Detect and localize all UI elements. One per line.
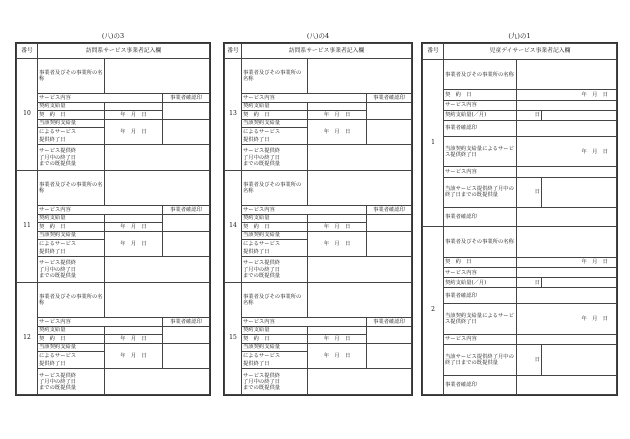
provider-name-field[interactable] <box>308 170 412 205</box>
provided-line: サービス提供終 <box>243 372 281 379</box>
row-number: 12 <box>17 282 38 394</box>
service-content-field[interactable] <box>517 100 617 110</box>
provided-line: サービス提供終 <box>39 148 77 155</box>
confirm-stamp-field[interactable] <box>367 214 412 231</box>
day-unit: 日 <box>534 112 540 119</box>
provided-line: サービス提供終 <box>243 260 281 267</box>
contract-amount-field[interactable] <box>105 102 163 111</box>
service-content-label: サービス内容 <box>242 94 367 103</box>
contract-amount-label: 契約支給量 <box>242 214 308 223</box>
header-section: 訪問系サービス事業者記入欄 <box>242 44 412 59</box>
service-content-label: サービス内容 <box>242 206 367 215</box>
header-number: 番号 <box>17 44 38 59</box>
end-date-label: 当該契約支給量 <box>38 343 105 352</box>
provider-name-field[interactable] <box>105 170 210 205</box>
provided-line: までの既提供量 <box>243 160 281 167</box>
contract-date-field[interactable]: 年 月 日 <box>517 257 617 267</box>
provided-line: 了月中の終了日 <box>243 378 281 385</box>
provider-name-label: 事業者及びその事業所の名称 <box>242 58 308 93</box>
end-date-label: 当該契約支給量 <box>242 231 308 240</box>
panel-visit-3 <box>15 32 211 396</box>
provided-amount-blank <box>542 177 617 208</box>
end-date-field[interactable]: 年 月 日 <box>308 231 367 257</box>
contract-date-label: 契 約 日 <box>242 111 308 120</box>
contract-amount-field[interactable] <box>308 102 367 111</box>
provided-amount-field[interactable] <box>517 177 542 208</box>
service-content-label: サービス内容 <box>242 318 367 327</box>
end-date-field[interactable]: 年 月 日 <box>308 119 367 145</box>
confirm-stamp-field[interactable] <box>517 208 617 227</box>
contract-date-field[interactable]: 年 月 日 <box>105 335 163 344</box>
contract-amount-label: 契約支給量 <box>38 326 105 335</box>
end-date-label: によるサービス <box>242 352 308 361</box>
confirm-stamp-field[interactable] <box>163 326 210 343</box>
provider-name-field[interactable] <box>105 58 210 93</box>
service-content-label: サービス内容 <box>444 268 517 278</box>
contract-date-field[interactable]: 年 月 日 <box>308 111 367 120</box>
header-number: 番号 <box>225 44 242 59</box>
row-number: 14 <box>225 170 242 282</box>
row-number: 13 <box>225 58 242 170</box>
provided-line: 了月中の終了日 <box>39 266 77 273</box>
form-table <box>422 43 617 395</box>
provider-name-label: 事業者及びその事業所の名称 <box>444 227 517 258</box>
confirm-stamp-field[interactable] <box>517 375 617 394</box>
end-date-label: 当該契約支給量 <box>38 119 105 128</box>
contract-amount-label: 契約支給量(／月) <box>444 110 517 120</box>
panel-title: (八)の3 <box>101 32 125 40</box>
provided-amount-field[interactable] <box>105 257 210 283</box>
contract-date-label: 契 約 日 <box>38 111 105 120</box>
contract-amount-field[interactable] <box>105 326 163 335</box>
end-date-label: によるサービス <box>242 240 308 249</box>
end-date-field[interactable]: 年 月 日 <box>517 304 617 335</box>
provided-amount-label <box>38 257 105 283</box>
end-date-field[interactable]: 年 月 日 <box>308 343 367 369</box>
contract-amount-label: 契約支給量 <box>242 326 308 335</box>
confirm-stamp-label: 事業者確認印 <box>163 206 210 215</box>
service-content-label: サービス内容 <box>38 318 163 327</box>
contract-amount-label: 契約支給量 <box>38 102 105 111</box>
service-content-label: サービス内容 <box>444 334 517 344</box>
contract-amount-label: 契約支給量 <box>38 214 105 223</box>
service-content-label: サービス内容 <box>444 100 517 110</box>
confirm-stamp-field[interactable] <box>517 120 617 136</box>
provider-name-label: 事業者及びその事業所の名称 <box>444 59 517 90</box>
contract-amount-field[interactable] <box>105 214 163 223</box>
day-unit: 日 <box>534 279 540 286</box>
service-content-field[interactable] <box>517 268 617 278</box>
confirm-stamp-field[interactable] <box>163 102 210 119</box>
confirm-stamp-field[interactable] <box>367 119 412 145</box>
end-date-label: 当該契約支給量 <box>242 343 308 352</box>
confirm-stamp-label: 事業者確認印 <box>163 94 210 103</box>
contract-amount-field[interactable] <box>517 278 542 288</box>
service-content-label: サービス内容 <box>38 94 163 103</box>
provided-line: までの既提供量 <box>243 384 281 391</box>
confirm-stamp-label: 事業者確認印 <box>444 120 517 136</box>
end-date-label: によるサービス <box>38 352 105 361</box>
provided-amount-label <box>242 257 308 283</box>
form-table <box>224 43 412 395</box>
confirm-stamp-label: 事業者確認印 <box>367 318 412 327</box>
provided-line: サービス提供終 <box>243 148 281 155</box>
contract-date-field[interactable]: 年 月 日 <box>517 90 617 100</box>
provider-name-field[interactable] <box>308 58 412 93</box>
contract-amount-field[interactable] <box>308 326 367 335</box>
provided-line: 了月中の終了日 <box>39 154 77 161</box>
provided-amount-field[interactable] <box>308 257 412 283</box>
provided-line: までの既提供量 <box>39 272 77 279</box>
confirm-stamp-field[interactable] <box>517 288 617 304</box>
confirm-stamp-field[interactable] <box>163 231 210 257</box>
end-date-label: 提供終了日 <box>242 136 308 145</box>
end-date-label: 提供終了日 <box>38 360 105 369</box>
provided-amount-field[interactable] <box>308 145 412 171</box>
confirm-stamp-field[interactable] <box>367 231 412 257</box>
end-date-field[interactable]: 年 月 日 <box>105 343 163 369</box>
provided-line: 了月中の終了日 <box>243 154 281 161</box>
contract-amount-blank <box>542 110 617 120</box>
panel-title: (八)の4 <box>306 32 330 40</box>
confirm-stamp-field[interactable] <box>367 102 412 119</box>
provided-line: までの既提供量 <box>243 272 281 279</box>
provided-amount-blank <box>542 345 617 376</box>
row-number: 10 <box>17 58 38 170</box>
end-date-label: によるサービス <box>38 128 105 137</box>
row-number: 15 <box>225 282 242 394</box>
provider-name-label: 事業者及びその事業所の名称 <box>242 282 308 317</box>
end-date-label: 提供終了日 <box>38 136 105 145</box>
end-date-label: 当該契約支給量 <box>242 119 308 128</box>
panel-title: (九)の1 <box>508 32 531 40</box>
provided-amount-label <box>242 145 308 171</box>
end-date-label: 当該契約支給量 <box>38 231 105 240</box>
confirm-stamp-field[interactable] <box>163 343 210 369</box>
end-date-label: 提供終了日 <box>38 248 105 257</box>
provider-name-label: 事業者及びその事業所の名称 <box>242 170 308 205</box>
row-number: 11 <box>17 170 38 282</box>
confirm-stamp-field[interactable] <box>163 119 210 145</box>
provider-name-field[interactable] <box>517 227 617 258</box>
end-date-field[interactable]: 年 月 日 <box>517 136 617 167</box>
service-content-field[interactable] <box>517 334 617 344</box>
confirm-stamp-label: 事業者確認印 <box>444 375 517 394</box>
end-date-label: によるサービス <box>38 240 105 249</box>
contract-date-label: 契 約 日 <box>444 257 517 267</box>
provided-line: 了月中の終了日 <box>243 266 281 273</box>
confirm-stamp-field[interactable] <box>367 326 412 343</box>
day-unit: 日 <box>534 189 540 196</box>
confirm-stamp-label: 事業者確認印 <box>367 206 412 215</box>
provider-name-label: 事業者及びその事業所の名称 <box>38 282 105 317</box>
contract-amount-field[interactable] <box>308 214 367 223</box>
end-date-label: 提供終了日 <box>242 248 308 257</box>
confirm-stamp-label: 事業者確認印 <box>444 288 517 304</box>
panel-visit-4 <box>223 32 413 396</box>
provided-amount-label <box>242 369 308 395</box>
provided-line: サービス提供終 <box>39 260 77 267</box>
confirm-stamp-field[interactable] <box>367 343 412 369</box>
contract-amount-field[interactable] <box>517 110 542 120</box>
provider-name-label: 事業者及びその事業所の名称 <box>38 170 105 205</box>
provided-amount-field[interactable] <box>308 369 412 395</box>
provided-amount-field[interactable] <box>517 345 542 376</box>
contract-amount-label: 契約支給量 <box>242 102 308 111</box>
provided-line: までの既提供量 <box>39 160 77 167</box>
contract-date-label: 契 約 日 <box>242 335 308 344</box>
contract-amount-blank <box>542 278 617 288</box>
provided-line: サービス提供終 <box>39 372 77 379</box>
provided-amount-label: 当該サービス提供終了月中の終了日までの既提供量 <box>444 177 517 208</box>
end-date-field[interactable]: 年 月 日 <box>105 119 163 145</box>
provided-line: までの既提供量 <box>39 384 77 391</box>
contract-date-label: 契 約 日 <box>444 90 517 100</box>
service-content-label: サービス内容 <box>38 206 163 215</box>
contract-date-label: 契 約 日 <box>38 223 105 232</box>
provided-line: 了月中の終了日 <box>39 378 77 385</box>
provided-amount-label <box>38 369 105 395</box>
end-date-label: によるサービス <box>242 128 308 137</box>
provided-amount-field[interactable] <box>105 369 210 395</box>
contract-date-label: 契 約 日 <box>242 223 308 232</box>
service-content-label: サービス内容 <box>444 167 517 177</box>
contract-amount-label: 契約支給量(／月) <box>444 278 517 288</box>
provided-amount-field[interactable] <box>105 145 210 171</box>
confirm-stamp-label: 事業者確認印 <box>367 94 412 103</box>
confirm-stamp-label: 事業者確認印 <box>444 208 517 227</box>
end-date-label: 提供終了日 <box>242 360 308 369</box>
provided-amount-label: 当該サービス提供終了月中の終了日までの既提供量 <box>444 345 517 376</box>
end-date-field[interactable]: 年 月 日 <box>105 231 163 257</box>
contract-date-field[interactable]: 年 月 日 <box>308 223 367 232</box>
service-content-field[interactable] <box>517 167 617 177</box>
panel-child-day-1 <box>421 32 618 396</box>
header-section: 児童デイサービス事業者記入欄 <box>444 44 617 60</box>
contract-date-label: 契 約 日 <box>38 335 105 344</box>
day-unit: 日 <box>534 356 540 363</box>
end-date-label: 当該契約支給量によるサービス提供終了日 <box>444 304 517 335</box>
header-number: 番号 <box>423 44 444 60</box>
provider-name-field[interactable] <box>105 282 210 317</box>
end-date-label: 当該契約支給量によるサービス提供終了日 <box>444 136 517 167</box>
provider-name-label: 事業者及びその事業所の名称 <box>38 58 105 93</box>
row-number: 1 <box>423 59 444 227</box>
confirm-stamp-label: 事業者確認印 <box>163 318 210 327</box>
provided-amount-label <box>38 145 105 171</box>
confirm-stamp-field[interactable] <box>163 214 210 231</box>
header-section: 訪問系サービス事業者記入欄 <box>38 44 210 59</box>
contract-date-field[interactable]: 年 月 日 <box>105 111 163 120</box>
contract-date-field[interactable]: 年 月 日 <box>105 223 163 232</box>
provider-name-field[interactable] <box>517 59 617 90</box>
form-table <box>16 43 210 395</box>
row-number: 2 <box>423 227 444 395</box>
provider-name-field[interactable] <box>308 282 412 317</box>
contract-date-field[interactable]: 年 月 日 <box>308 335 367 344</box>
